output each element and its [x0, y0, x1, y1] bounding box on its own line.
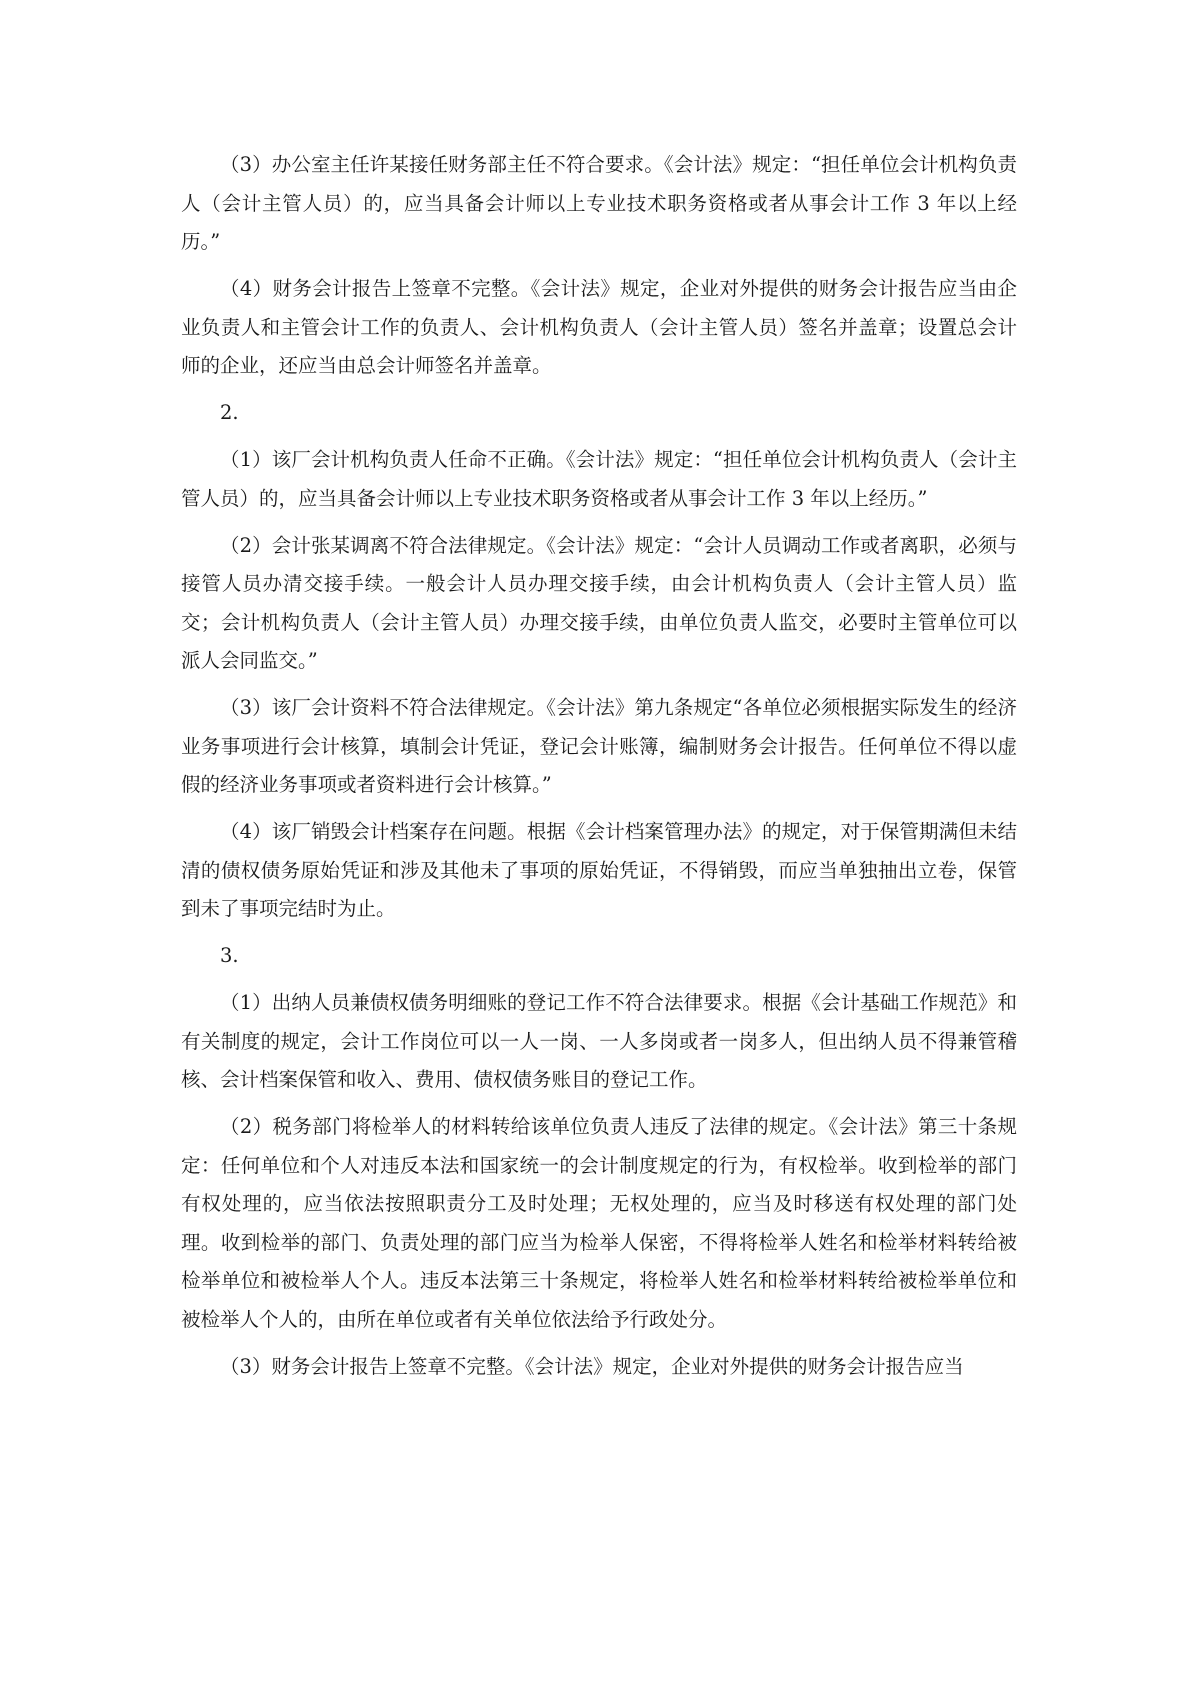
section-number-2: 2.: [220, 401, 239, 424]
paragraph-item-1-head-appointment: （1）该厂会计机构负责人任命不正确。《会计法》规定：“担任单位会计机构负责人（会计主管人员）的，应当具备会计师以上专业技术职务资格或者从事会计工作 3 年以上经历。”: [181, 448, 1017, 510]
paragraph-item-2-transfer: （2）会计张某调离不符合法律规定。《会计法》规定：“会计人员调动工作或者离职，必须与接管人员办清交接手续。一般会计人员办理交接手续，由会计机构负责人（会计主管人员）监交；会计机构负责人（会计主管人员）办理交接手续，由单位负责人监交，必要时主管单位可以派人会同监交。”: [181, 533, 1017, 672]
paragraph-item-3-appointment: （3）办公室主任许某接任财务部主任不符合要求。《会计法》规定：“担任单位会计机构负责人（会计主管人员）的，应当具备会计师以上专业技术职务资格或者从事会计工作 3 年以上经历。”: [181, 153, 1017, 253]
paragraph-item-3-signature: （3）财务会计报告上签章不完整。《会计法》规定，企业对外提供的财务会计报告应当: [220, 1354, 964, 1378]
paragraph-item-2-whistleblower: （2）税务部门将检举人的材料转给该单位负责人违反了法律的规定。《会计法》第三十条规定：任何单位和个人对违反本法和国家统一的会计制度规定的行为，有权检举。收到检举的部门有权处理的，应当依法按照职责分工及时处理；无权处理的，应当及时移送有权处理的部门处理。收到检举的部门、负责处理的部门应当为检举人保密，不得将检举人姓名和检举材料转给被检举单位和被检举人个人。违反本法第三十条规定，将检举人姓名和检举材料转给被检举单位和被检举人个人的，由所在单位或者有关单位依法给予行政处分。: [181, 1115, 1017, 1331]
paragraph-item-3-records: （3）该厂会计资料不符合法律规定。《会计法》第九条规定“各单位必须根据实际发生的经济业务事项进行会计核算，填制会计凭证，登记会计账簿，编制财务会计报告。任何单位不得以虚假的经济业务事项或者资料进行会计核算。”: [181, 696, 1017, 796]
document-body: [181, 146, 1017, 1395]
paragraph-item-4-archives: （4）该厂销毁会计档案存在问题。根据《会计档案管理办法》的规定，对于保管期满但未结清的债权债务原始凭证和涉及其他未了事项的原始凭证，不得销毁，而应当单独抽出立卷，保管到未了事项完结时为止。: [181, 820, 1017, 920]
section-number-3: 3.: [220, 944, 239, 967]
paragraph-item-1-cashier: （1）出纳人员兼债权债务明细账的登记工作不符合法律要求。根据《会计基础工作规范》和有关制度的规定，会计工作岗位可以一人一岗、一人多岗或者一岗多人，但出纳人员不得兼管稽核、会计档案保管和收入、费用、债权债务账目的登记工作。: [181, 991, 1017, 1091]
paragraph-item-4-signature: （4）财务会计报告上签章不完整。《会计法》规定，企业对外提供的财务会计报告应当由企业负责人和主管会计工作的负责人、会计机构负责人（会计主管人员）签名并盖章；设置总会计师的企业，还应当由总会计师签名并盖章。: [181, 277, 1017, 377]
